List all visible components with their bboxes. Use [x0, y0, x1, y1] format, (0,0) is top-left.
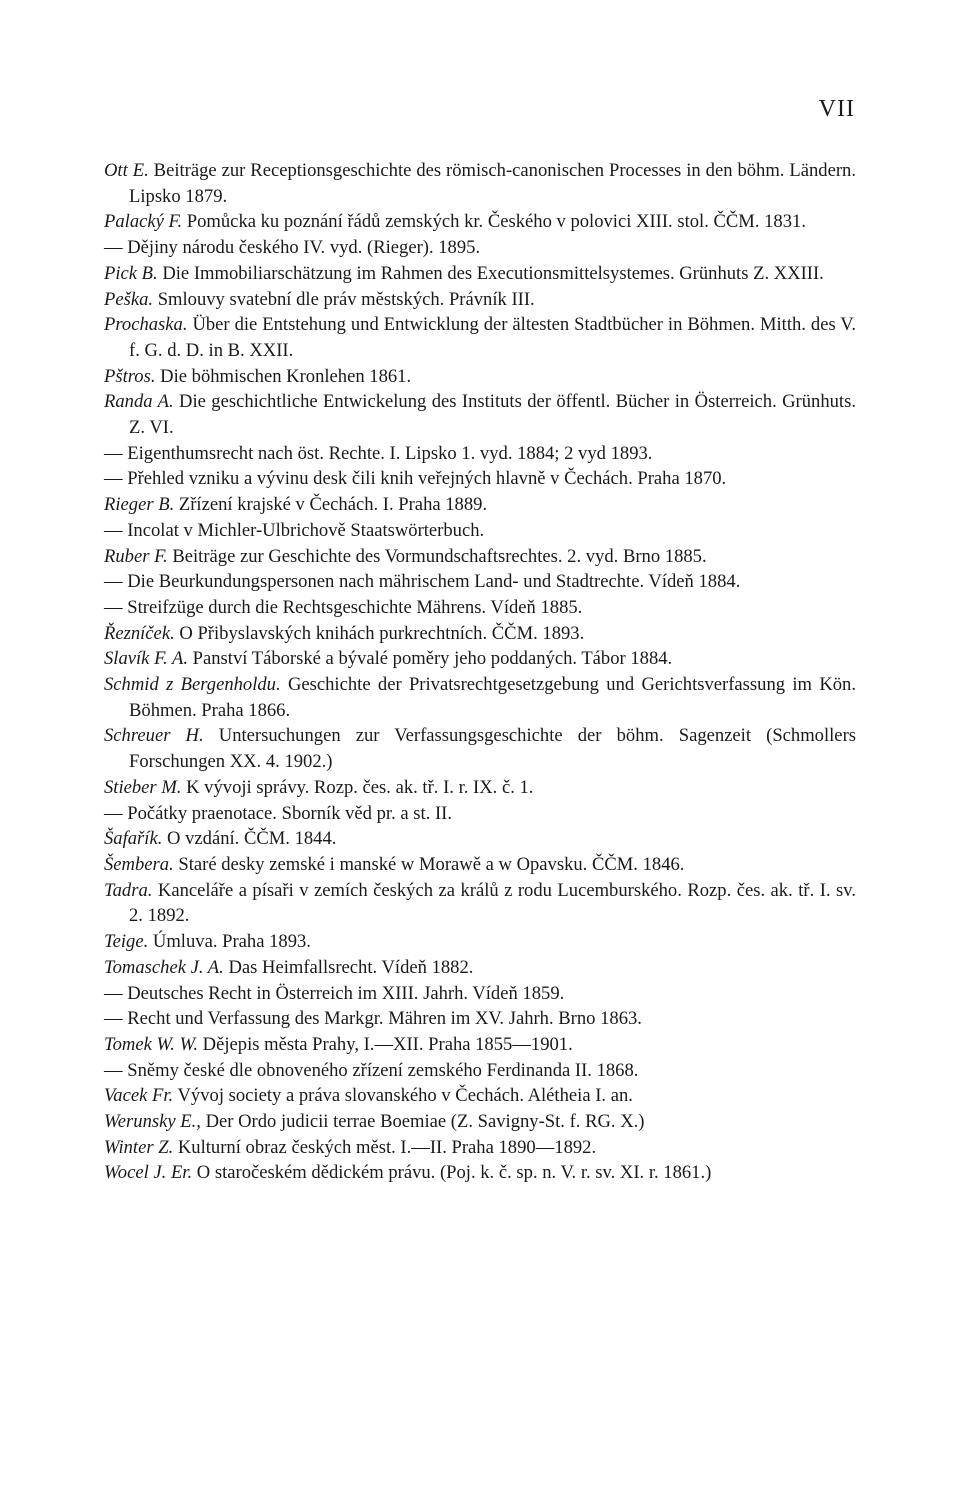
entry-author: Tadra.	[104, 879, 153, 901]
entry-text: Kanceláře a písaři v zemích českých za králů z rodu Lucemburského. Rozp. čes. ak. tř. I. sv. 2. 1892.	[129, 879, 856, 927]
bibliography-entry	[104, 981, 856, 1007]
entry-text: Das Heimfallsrecht. Vídeň 1882.	[223, 956, 474, 978]
bibliography-entry	[104, 158, 856, 209]
entry-text: O staročeském dědickém právu. (Poj. k. č. sp. n. V. r. sv. XI. r. 1861.)	[192, 1162, 712, 1184]
entry-author: Šafařík.	[104, 828, 163, 850]
entry-author: Winter Z.	[104, 1136, 174, 1158]
bibliography-entry	[104, 775, 856, 801]
entry-author: Ott E.	[104, 160, 149, 181]
entry-author: Werunsky E.,	[104, 1111, 201, 1133]
entry-text: Die böhmischen Kronlehen 1861.	[155, 365, 412, 387]
entry-author: Prochaska.	[104, 314, 188, 336]
bibliography-list	[104, 158, 856, 1186]
bibliography-entry	[104, 1032, 856, 1058]
entry-author: Stieber M.	[104, 776, 182, 798]
bibliography-entry	[104, 1109, 856, 1135]
entry-text: — Přehled vzniku a vývinu desk čili knih veřejných hlavně v Čechách. Praha 1870.	[104, 468, 727, 490]
entry-text: O Přibyslavských knihách purkrechtních. ČČM. 1893.	[174, 622, 585, 644]
entry-text: — Počátky praenotace. Sborník věd pr. a st. II.	[104, 802, 453, 824]
entry-author: Palacký F.	[104, 211, 183, 233]
entry-text: Über die Entstehung und Entwicklung der ältesten Stadtbücher in Böhmen. Mitth. des V. f. G. d. D. in B. XXII.	[129, 314, 856, 361]
entry-text: Panství Táborské a bývalé poměry jeho poddaných. Tábor 1884.	[188, 648, 673, 670]
entry-text: — Die Beurkundungspersonen nach mährischem Land- und Stadtrechte. Vídeň 1884.	[104, 571, 741, 593]
bibliography-entry	[104, 261, 856, 287]
entry-text: Vývoj society a práva slovanského v Čechách. Alétheia I. an.	[173, 1085, 633, 1107]
page-number: VII	[818, 96, 855, 122]
bibliography-entry	[104, 492, 856, 518]
entry-author: Slavík F. A.	[104, 648, 189, 670]
entry-text: Untersuchungen zur Verfassungsgeschichte der böhm. Sagenzeit (Schmollers Forschungen XX. 4. 1902.)	[129, 725, 856, 773]
bibliography-entry	[104, 209, 856, 235]
entry-text: Der Ordo judicii terrae Boemiae (Z. Savigny-St. f. RG. X.)	[200, 1111, 645, 1133]
bibliography-entry	[104, 1135, 856, 1161]
bibliography-entry	[104, 1058, 856, 1084]
bibliography-entry	[104, 441, 856, 467]
bibliography-entry	[104, 672, 856, 723]
entry-author: Vacek Fr.	[104, 1085, 174, 1107]
entry-author: Tomaschek J. A.	[104, 956, 224, 978]
bibliography-entry	[104, 518, 856, 544]
entry-text: — Incolat v Michler-Ulbrichově Staatswörterbuch.	[104, 519, 485, 541]
entry-text: Pomůcka ku poznání řádů zemských kr. Českého v polovici XIII. stol. ČČM. 1831.	[182, 211, 806, 233]
entry-text: Dějepis města Prahy, I.—XII. Praha 1855—1901.	[198, 1033, 573, 1055]
bibliography-entry	[104, 621, 856, 647]
bibliography-entry	[104, 1083, 856, 1109]
bibliography-entry	[104, 569, 856, 595]
bibliography-entry	[104, 826, 856, 852]
bibliography-entry	[104, 544, 856, 570]
bibliography-entry	[104, 1006, 856, 1032]
entry-text: K vývoji správy. Rozp. čes. ak. tř. I. r. IX. č. 1.	[181, 776, 534, 798]
entry-text: Beiträge zur Geschichte des Vormundschaftsrechtes. 2. vyd. Brno 1885.	[167, 545, 707, 567]
entry-author: Wocel J. Er.	[104, 1162, 193, 1184]
bibliography-entry	[104, 878, 856, 929]
entry-author: Teige.	[104, 931, 149, 953]
bibliography-entry	[104, 312, 856, 363]
entry-author: Ruber F.	[104, 545, 168, 567]
entry-text: Smlouvy svatební dle práv městských. Právník III.	[153, 288, 535, 310]
entry-text: Zřízení krajské v Čechách. I. Praha 1889.	[174, 494, 488, 516]
bibliography-entry	[104, 801, 856, 827]
entry-text: Kulturní obraz českých měst. I.—II. Praha 1890—1892.	[173, 1136, 597, 1158]
entry-author: Schreuer H.	[104, 725, 204, 747]
entry-text: Úmluva. Praha 1893.	[148, 931, 311, 953]
bibliography-entry	[104, 723, 856, 774]
bibliography-entry	[104, 364, 856, 390]
entry-text: Die Immobiliarschätzung im Rahmen des Executionsmittelsystemes. Grünhuts Z. XXIII.	[157, 262, 824, 284]
entry-author: Randa A.	[104, 391, 174, 413]
entry-author: Tomek W. W.	[104, 1033, 199, 1055]
entry-text: O vzdání. ČČM. 1844.	[162, 828, 337, 850]
entry-author: Pštros.	[104, 365, 156, 387]
entry-author: Šembera.	[104, 853, 174, 875]
entry-text: — Deutsches Recht in Österreich im XIII. Jahrh. Vídeň 1859.	[104, 982, 565, 1004]
bibliography-entry	[104, 389, 856, 440]
entry-author: Rieger B.	[104, 494, 175, 516]
entry-text: Geschichte der Privatsrechtgesetzgebung und Gerichtsverfassung im Kön. Böhmen. Praha 1866.	[129, 674, 856, 721]
entry-author: Řezníček.	[104, 622, 175, 644]
entry-text: — Streifzüge durch die Rechtsgeschichte Mährens. Vídeň 1885.	[104, 596, 583, 618]
entry-text: — Sněmy české dle obnoveného zřízení zemského Ferdinanda II. 1868.	[104, 1059, 639, 1081]
bibliography-entry	[104, 235, 856, 261]
bibliography-entry	[104, 466, 856, 492]
entry-text: Staré desky zemské i manské w Morawě a w Opavsku. ČČM. 1846.	[173, 853, 685, 875]
bibliography-entry	[104, 646, 856, 672]
bibliography-entry	[104, 287, 856, 313]
bibliography-entry	[104, 595, 856, 621]
bibliography-entry	[104, 1160, 856, 1186]
entry-author: Schmid z Bergenholdu.	[104, 674, 281, 696]
entry-text: — Recht und Verfassung des Markgr. Mähren im XV. Jahrh. Brno 1863.	[104, 1008, 642, 1030]
entry-text: — Eigenthumsrecht nach öst. Rechte. I. Lipsko 1. vyd. 1884; 2 vyd 1893.	[104, 442, 653, 464]
entry-text: — Dějiny národu českého IV. vyd. (Rieger). 1895.	[104, 237, 481, 259]
bibliography-entry	[104, 955, 856, 981]
entry-text: Beiträge zur Receptionsgeschichte des römisch-canonischen Processes in den böhm. Ländern. Lipsko 1879.	[129, 160, 856, 207]
entry-author: Peška.	[104, 288, 154, 310]
entry-author: Pick B.	[104, 262, 158, 284]
entry-text: Die geschichtliche Entwickelung des Instituts der öffentl. Bücher in Österreich. Grünhuts. Z. VI.	[129, 391, 856, 439]
bibliography-entry	[104, 852, 856, 878]
bibliography-entry	[104, 929, 856, 955]
